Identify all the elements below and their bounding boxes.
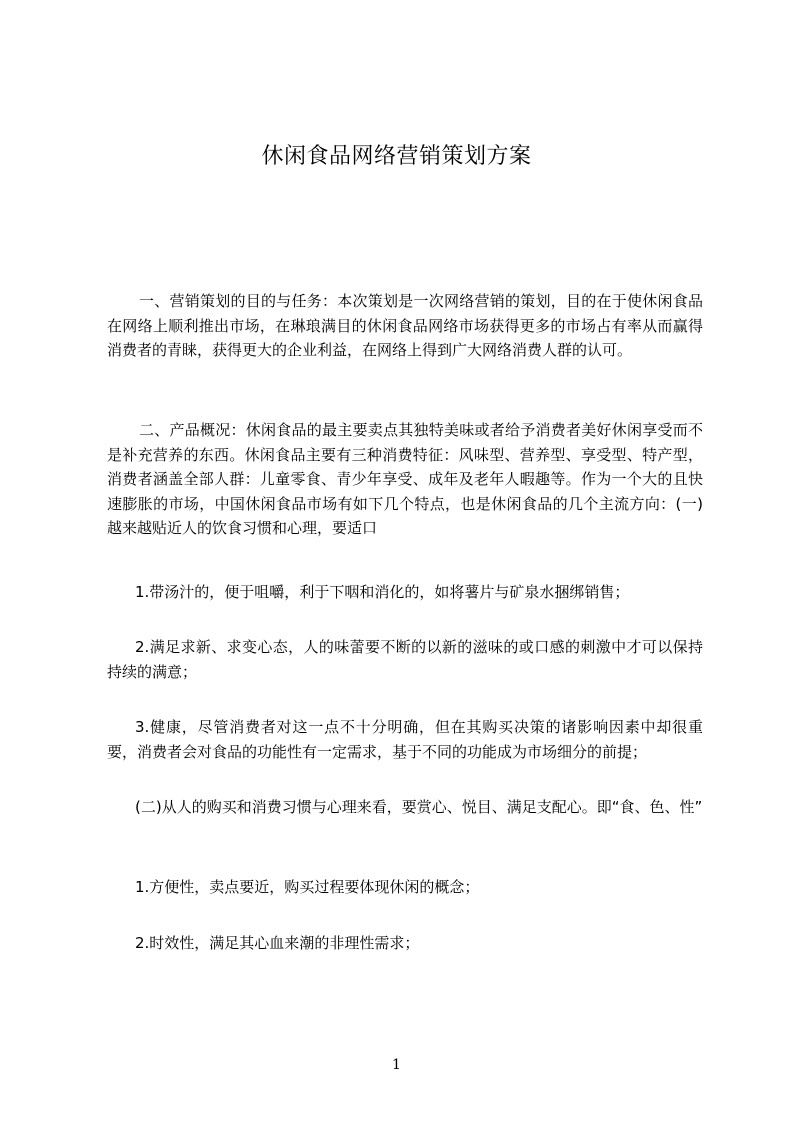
paragraph-item-convenience: 1.方便性，卖点要近，购买过程要体现休闲的概念； [135, 878, 480, 896]
paragraph-item-novelty: 2.满足求新、求变心态，人的味蕾要不断的以新的滋味的或口感的刺激中才可以保持持续的满意； [107, 638, 703, 681]
document-title: 休闲食品网络营销策划方案 [261, 144, 532, 169]
page-number: 1 [392, 1057, 401, 1073]
paragraph-purpose: 一、营销策划的目的与任务：本次策划是一次网络营销的策划，目的在于使休闲食品在网络上顺利推出市场，在琳琅满目的休闲食品网络市场获得更多的市场占有率从而赢得消费者的青睐，获得更大的企业利益，在网络上得到广大网络消费人群的认可。 [107, 292, 703, 359]
paragraph-item-soup: 1.带汤汁的，便于咀嚼，利于下咽和消化的，如将薯片与矿泉水捆绑销售； [135, 583, 630, 601]
paragraph-item-timeliness: 2.时效性，满足其心血来潮的非理性需求； [135, 934, 420, 952]
paragraph-item-health: 3.健康，尽管消费者对这一点不十分明确，但在其购买决策的诸影响因素中却很重要，消费者会对食品的功能性有一定需求，基于不同的功能成为市场细分的前提； [107, 718, 703, 761]
paragraph-section-two: (二)从人的购买和消费习惯与心理来看，要赏心、悦目、满足支配心。即“食、色、性” [135, 798, 703, 816]
paragraph-product-overview: 二、产品概况：休闲食品的最主要卖点其独特美味或者给予消费者美好休闲享受而不是补充营养的东西。休闲食品主要有三种消费特征：风味型、营养型、享受型、特产型，消费者涵盖全部人群：儿童零食、青少年享受、成年及老年人暇趣等。作为一个大的且快速膨胀的市场，中国休闲食品市场有如下几个特点，也是休闲食品的几个主流方向：(一)越来越贴近人的饮食习惯和心理，要适口 [107, 421, 703, 537]
